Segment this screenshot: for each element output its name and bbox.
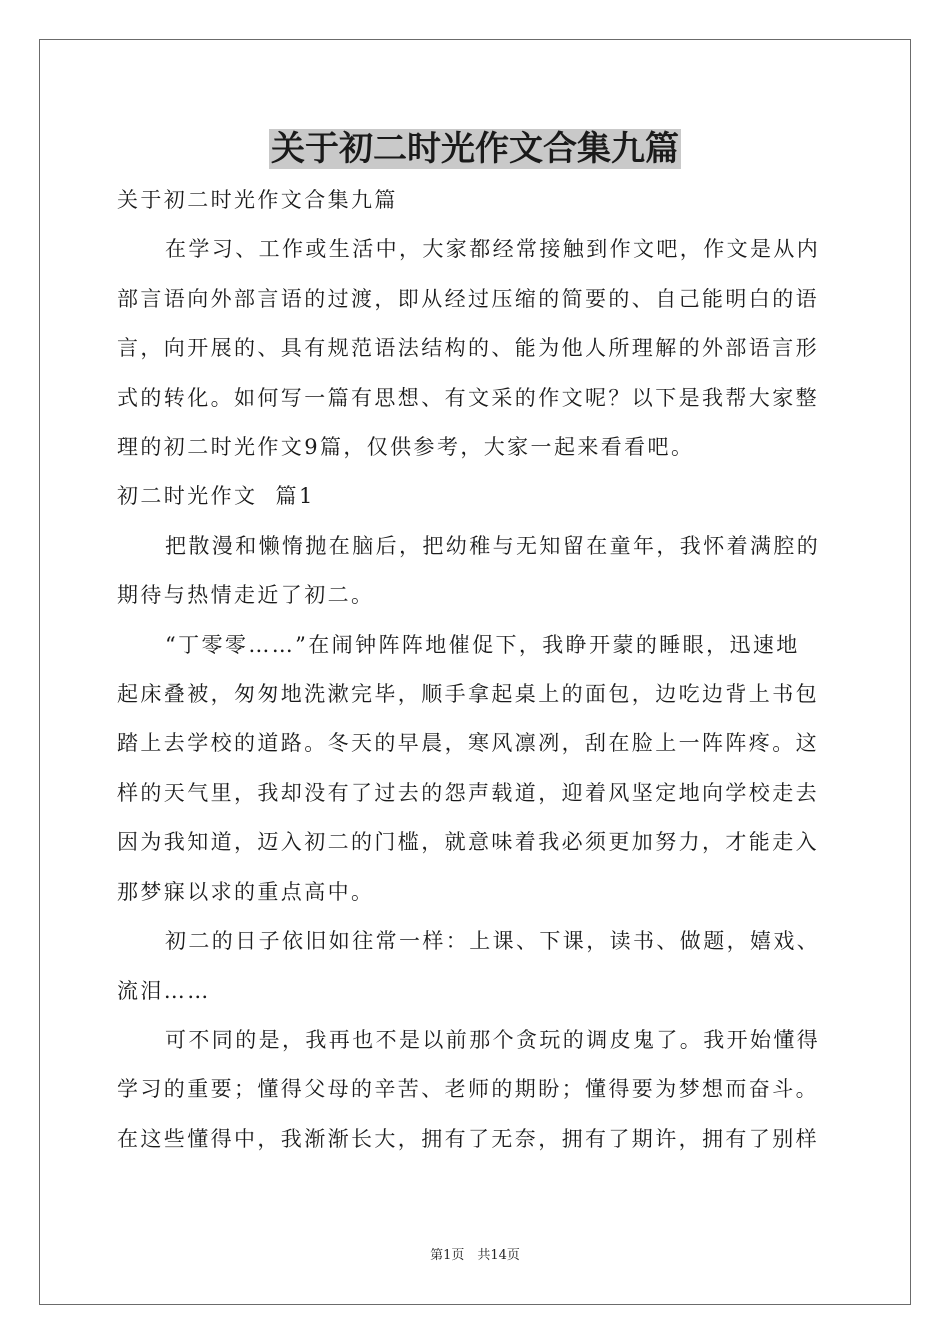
- paragraph-line: 那梦寐以求的重点高中。: [117, 879, 375, 904]
- paragraph-line: 流泪……: [117, 978, 211, 1003]
- document-title: [0, 127, 950, 171]
- paragraph-line: 理的初二时光作文9篇，仅供参考，大家一起来看看吧。: [117, 435, 695, 460]
- document-title-text: 关于初二时光作文合集九篇: [271, 129, 679, 169]
- paragraph-line: 因为我知道，迈入初二的门槛，就意味着我必须更加努力，才能走入: [117, 830, 819, 855]
- page-number-footer: 第1页 共14页: [430, 1248, 520, 1263]
- section-heading: 初二时光作文 篇1: [117, 484, 315, 509]
- paragraph-line: 踏上去学校的道路。冬天的早晨，寒风凛冽，刮在脸上一阵阵疼。这: [117, 731, 819, 756]
- paragraph-line: 在学习、工作或生活中，大家都经常接触到作文吧，作文是从内: [165, 237, 821, 262]
- document-body: [117, 176, 833, 1164]
- paragraph-line: 部言语向外部言语的过渡，即从经过压缩的简要的、自己能明白的语: [117, 286, 819, 311]
- paragraph-line: 样的天气里，我却没有了过去的怨声载道，迎着风坚定地向学校走去: [117, 780, 819, 805]
- paragraph-line: 可不同的是，我再也不是以前那个贪玩的调皮鬼了。我开始懂得: [165, 1027, 821, 1052]
- paragraph-line: 言，向开展的、具有规范语法结构的、能为他人所理解的外部语言形: [117, 336, 819, 361]
- paragraph-line: 学习的重要；懂得父母的辛苦、老师的期盼；懂得要为梦想而奋斗。: [117, 1077, 819, 1102]
- paragraph-line: 式的转化。如何写一篇有思想、有文采的作文呢？以下是我帮大家整: [117, 385, 819, 410]
- paragraph-line: “丁零零……”在闹钟阵阵地催促下，我睁开蒙的睡眼，迅速地: [165, 632, 800, 657]
- subtitle-line: 关于初二时光作文合集九篇: [117, 188, 398, 212]
- paragraph-line: 期待与热情走近了初二。: [117, 583, 375, 608]
- paragraph-line: 初二的日子依旧如往常一样：上课、下课，读书、做题，嬉戏、: [165, 929, 821, 954]
- paragraph-line: 起床叠被，匆匆地洗漱完毕，顺手拿起桌上的面包，边吃边背上书包: [117, 682, 819, 707]
- paragraph-line: 把散漫和懒惰抛在脑后，把幼稚与无知留在童年，我怀着满腔的: [165, 533, 821, 558]
- paragraph-line: 在这些懂得中，我渐渐长大，拥有了无奈，拥有了期许，拥有了别样: [117, 1126, 819, 1151]
